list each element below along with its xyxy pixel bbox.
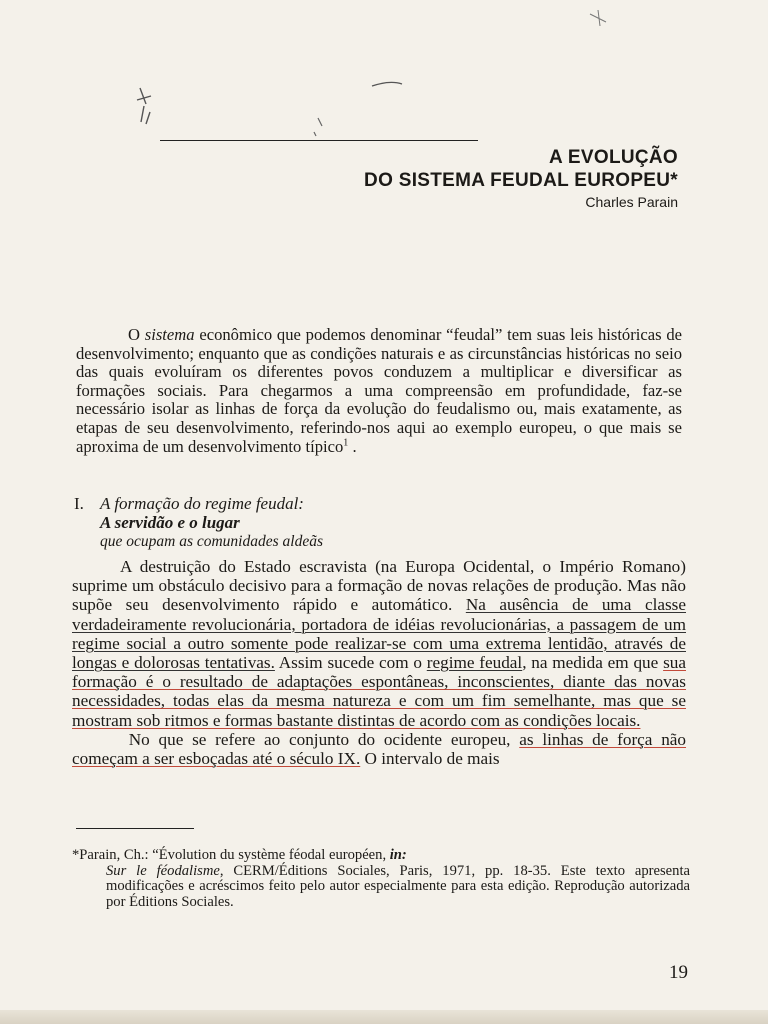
page-edge — [0, 1010, 768, 1024]
author-name: Charles Parain — [585, 194, 678, 210]
p2-underline-4: as linhas de força não começam a ser esboçadas até o século IX. — [72, 729, 687, 769]
intro-text: econômico que podemos denominar “feudal” tem suas leis históricas de desenvolvimento; enquanto que as condições naturais e as circunstâncias históricas no seio das quais evoluíram os diferentes povos conduzem a multiplicar e diversificar as formações sociais. Para chegarmos a uma compreensão em profundidade, faz-se necessário isolar as linhas de força da evolução do feudalismo ou, mais exatamente, as etapas de seu desenvolvimento, referindo-nos aqui ao exemplo europeu, o que mais se aproxima de um desenvolvimento típico — [76, 325, 682, 456]
handwritten-mark-left — [137, 88, 151, 124]
title-block — [364, 146, 678, 211]
p2-s1: A destruição do Estado escravista (na Europa Ocidental, o Império Romano) suprime um obstáculo decisivo para a formação de novas relações de produção. Mas não supõe seu desenvolvimento rápido e automático. — [72, 557, 686, 615]
p2-underline-2: regime feudal — [426, 653, 523, 673]
section-heading — [74, 494, 323, 551]
footnote-ref: 1 — [343, 437, 349, 449]
footnote-a: *Parain, Ch.: “Évolution du système féodal européen, — [72, 847, 390, 863]
handwritten-mark-center — [372, 82, 402, 86]
section-title: A formação do regime feudal: — [100, 494, 304, 513]
section-subtitle: A servidão e o lugar — [100, 513, 240, 532]
intro-end: . — [348, 436, 357, 456]
section-number: I. — [74, 494, 84, 513]
title-line-2: DO SISTEMA FEUDAL EUROPEU* — [364, 170, 678, 191]
footnote — [72, 848, 690, 910]
p2-s2: Assim sucede com o — [274, 653, 427, 673]
footnote-rule — [76, 828, 194, 829]
intro-pre: O — [128, 325, 145, 344]
footnote-b: , CERM/Éditions Sociales, Paris, 1971, pp. 18-35. Este texto apresenta modificações e acréscimos feito pelo autor especialmente para esta edição. Reprodução autorizada por Éditions Sociales. — [106, 862, 690, 910]
section-subtitle-2: que ocupam as comunidades aldeãs — [100, 533, 323, 550]
p2-s4: No que se refere ao conjunto do ocidente europeu, — [120, 729, 520, 749]
p2-s5: O intervalo de mais — [360, 749, 500, 769]
p2-s3: , na medida em que — [522, 653, 664, 673]
footnote-book-title: Sur le féodalisme — [106, 862, 220, 879]
title-line-1: A EVOLUÇÃO — [549, 147, 678, 168]
paragraph-2 — [72, 557, 686, 768]
page-number: 19 — [669, 962, 688, 983]
p2-underline-3: sua formação é o resultado de adaptações espontâneas, inconscientes, diante das novas necessidades, todas elas da mesma natureza e com um fim semelhante, mas que se mostram sob ritmos e formas bastante distintas de acordo com as condições locais. — [72, 653, 686, 730]
intro-paragraph — [76, 326, 682, 456]
intro-emphasis: sistema — [144, 325, 195, 344]
handwritten-mark-top-right — [590, 10, 606, 26]
title-rule — [160, 140, 478, 141]
footnote-in: in: — [389, 847, 407, 863]
p2-underline-1: Na ausência de uma classe verdadeiramente revolucionária, portadora de idéias revolucionárias, a passagem de um regime social a outro somente pode realizar-se com uma extrema lentidão, através de longas e dolorosas tentativas. — [72, 595, 686, 673]
